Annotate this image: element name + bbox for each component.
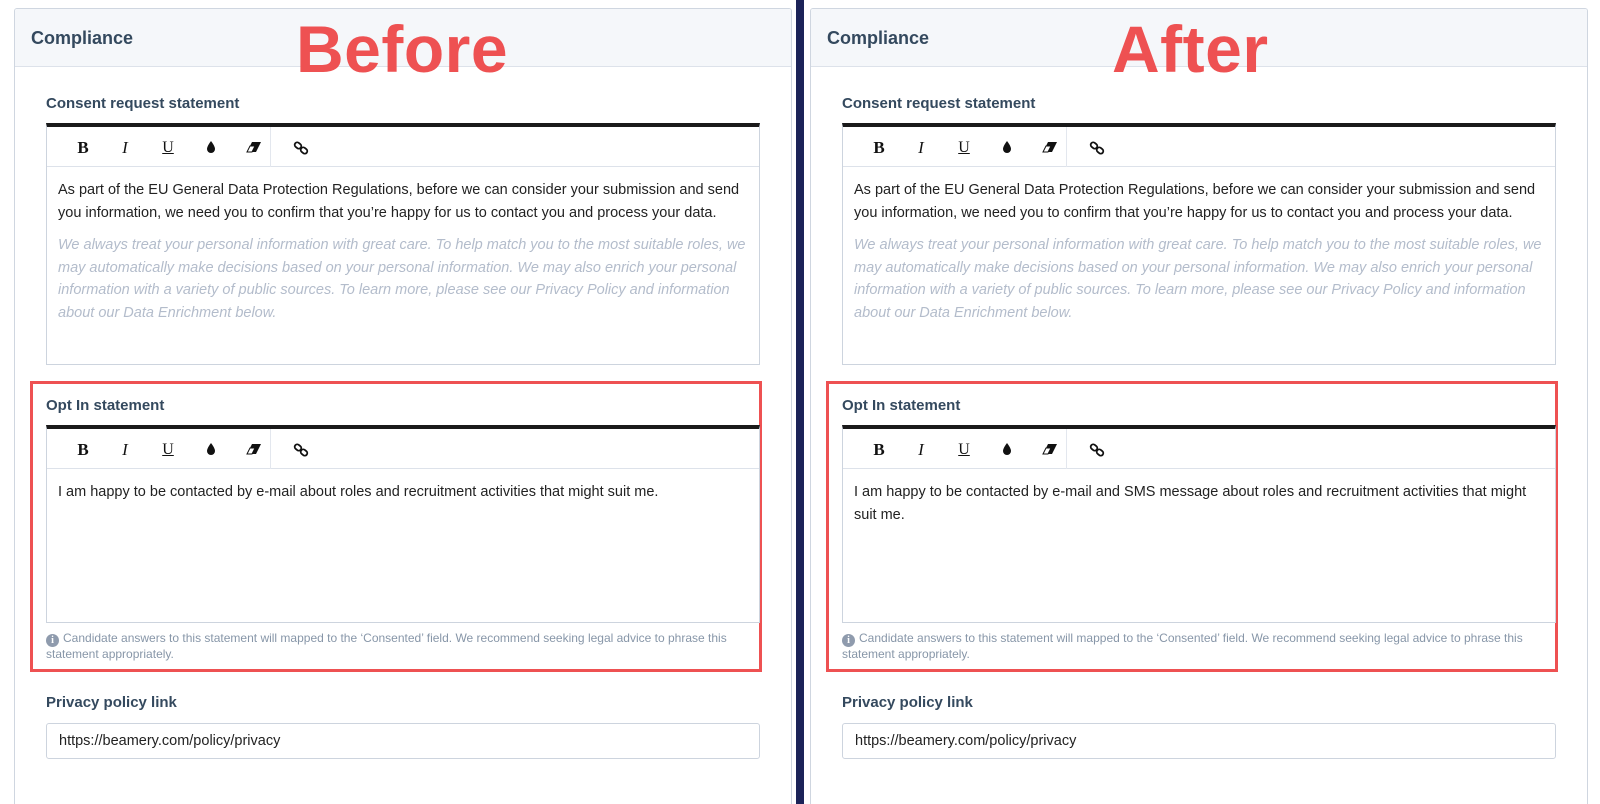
eraser-icon[interactable] <box>242 439 266 461</box>
underline-icon[interactable]: U <box>162 139 174 156</box>
bold-icon[interactable]: B <box>77 440 89 459</box>
link-icon[interactable] <box>289 439 313 461</box>
editor-toolbar <box>47 429 759 469</box>
compliance-panel-after <box>810 8 1588 804</box>
opt-in-statement-editor[interactable] <box>842 425 1556 623</box>
link-icon[interactable] <box>1085 137 1109 159</box>
privacy-policy-label: Privacy policy link <box>46 694 177 711</box>
before-label: Before <box>296 12 509 86</box>
eraser-icon[interactable] <box>242 137 266 159</box>
editor-content[interactable] <box>47 167 759 324</box>
opt-in-statement-editor[interactable] <box>46 425 760 623</box>
consent-statement-text: As part of the EU General Data Protection Regulations, before we can consider your submission and send you information, we need you to confirm that you’re happy for us to contact you and process your data. <box>854 182 1536 221</box>
text-color-icon[interactable] <box>199 439 223 461</box>
italic-icon[interactable]: I <box>122 440 128 459</box>
toolbar-separator <box>270 429 271 469</box>
panel-header <box>811 9 1587 86</box>
toolbar-separator <box>1066 429 1067 469</box>
help-text: Candidate answers to this statement will mapped to the ‘Consented’ field. We recommend seeking legal advice to phrase this statement appropriately. <box>842 631 1523 661</box>
eraser-icon[interactable] <box>1038 439 1062 461</box>
privacy-policy-input[interactable] <box>842 723 1556 759</box>
text-color-icon[interactable] <box>995 439 1019 461</box>
text-color-icon[interactable] <box>995 137 1019 159</box>
link-icon[interactable] <box>1085 439 1109 461</box>
editor-toolbar <box>47 127 759 167</box>
bold-icon[interactable]: B <box>873 138 885 157</box>
toolbar-separator <box>270 127 271 167</box>
toolbar-separator <box>1066 127 1067 167</box>
bold-icon[interactable]: B <box>77 138 89 157</box>
eraser-icon[interactable] <box>1038 137 1062 159</box>
link-icon[interactable] <box>289 137 313 159</box>
consent-statement-label: Consent request statement <box>46 95 240 112</box>
underline-icon[interactable]: U <box>162 441 174 458</box>
privacy-policy-input[interactable] <box>46 723 760 759</box>
underline-icon[interactable]: U <box>958 139 970 156</box>
underline-icon[interactable]: U <box>958 441 970 458</box>
italic-icon[interactable]: I <box>122 138 128 157</box>
opt-in-help-text <box>46 631 760 663</box>
help-text: Candidate answers to this statement will mapped to the ‘Consented’ field. We recommend seeking legal advice to phrase this statement appropriately. <box>46 631 727 661</box>
consent-placeholder-text: We always treat your personal information with great care. To help match you to the most suitable roles, we may automatically make decisions based on your personal information. We may also enrich your personal information with a variety of public sources. To learn more, please see our Privacy Policy and information about our Data Enrichment below. <box>58 237 746 321</box>
consent-statement-editor[interactable] <box>842 123 1556 365</box>
consent-statement-label: Consent request statement <box>842 95 1036 112</box>
editor-toolbar <box>843 429 1555 469</box>
panel-divider <box>796 0 804 804</box>
panel-header <box>15 9 791 86</box>
opt-in-statement-label: Opt In statement <box>842 397 961 414</box>
consent-statement-editor[interactable] <box>46 123 760 365</box>
consent-statement-text: As part of the EU General Data Protection Regulations, before we can consider your submission and send you information, we need you to confirm that you’re happy for us to contact you and process your data. <box>58 182 740 221</box>
after-label: After <box>1112 12 1269 86</box>
opt-in-statement-text: I am happy to be contacted by e-mail and SMS message about roles and recruitment activities that might suit me. <box>854 484 1527 523</box>
privacy-policy-label: Privacy policy link <box>842 694 973 711</box>
italic-icon[interactable]: I <box>918 440 924 459</box>
bold-icon[interactable]: B <box>873 440 885 459</box>
text-color-icon[interactable] <box>199 137 223 159</box>
panel-title: Compliance <box>31 28 134 48</box>
panel-title: Compliance <box>827 28 930 48</box>
opt-in-statement-label: Opt In statement <box>46 397 165 414</box>
info-icon: i <box>46 634 59 647</box>
editor-content[interactable] <box>843 167 1555 324</box>
consent-placeholder-text: We always treat your personal information with great care. To help match you to the most suitable roles, we may automatically make decisions based on your personal information. We may also enrich your personal information with a variety of public sources. To learn more, please see our Privacy Policy and information about our Data Enrichment below. <box>854 237 1542 321</box>
editor-toolbar <box>843 127 1555 167</box>
opt-in-help-text <box>842 631 1556 663</box>
info-icon: i <box>842 634 855 647</box>
compliance-panel-before <box>14 8 792 804</box>
editor-content[interactable] <box>47 469 759 504</box>
opt-in-statement-text: I am happy to be contacted by e-mail about roles and recruitment activities that might suit me. <box>58 484 659 500</box>
italic-icon[interactable]: I <box>918 138 924 157</box>
editor-content[interactable] <box>843 469 1555 526</box>
